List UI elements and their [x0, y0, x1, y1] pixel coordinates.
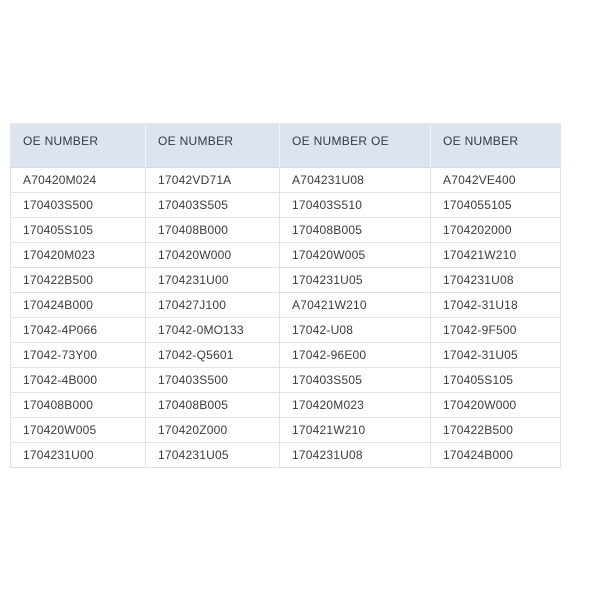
- oe-number-cell: 170405S105: [431, 368, 561, 393]
- oe-number-cell: 170403S505: [146, 193, 280, 218]
- oe-number-cell: 170422B500: [11, 268, 146, 293]
- oe-number-cell: 17042VD71A: [146, 168, 280, 193]
- oe-number-cell: 17042-Q5601: [146, 343, 280, 368]
- oe-number-cell: 17042-0MO133: [146, 318, 280, 343]
- table-row: [11, 343, 561, 368]
- table-row: [11, 418, 561, 443]
- oe-number-cell: 170403S500: [146, 368, 280, 393]
- oe-number-cell: 170424B000: [11, 293, 146, 318]
- table-row: [11, 393, 561, 418]
- table-body: [11, 168, 561, 468]
- table-row: [11, 318, 561, 343]
- oe-number-cell: 1704231U05: [280, 268, 431, 293]
- table-row: [11, 243, 561, 268]
- oe-number-cell: 170420M023: [11, 243, 146, 268]
- oe-number-cell: 170408B005: [280, 218, 431, 243]
- oe-number-cell: 170421W210: [280, 418, 431, 443]
- table-row: [11, 443, 561, 468]
- oe-number-cell: 1704202000: [431, 218, 561, 243]
- table-row: [11, 293, 561, 318]
- column-header-oe-number-4: OE NUMBER: [431, 124, 561, 168]
- oe-number-cell: A704231U08: [280, 168, 431, 193]
- oe-number-cell: 1704231U00: [11, 443, 146, 468]
- oe-number-cell: 170403S505: [280, 368, 431, 393]
- oe-number-cell: 170420Z000: [146, 418, 280, 443]
- oe-number-cell: 17042-31U18: [431, 293, 561, 318]
- oe-number-cell: 170408B000: [11, 393, 146, 418]
- oe-number-cell: 17042-96E00: [280, 343, 431, 368]
- oe-number-cell: 170405S105: [11, 218, 146, 243]
- oe-number-cell: 1704231U00: [146, 268, 280, 293]
- oe-number-cell: 170427J100: [146, 293, 280, 318]
- oe-number-cell: 1704055105: [431, 193, 561, 218]
- table-row: [11, 368, 561, 393]
- oe-number-cell: 170421W210: [431, 243, 561, 268]
- oe-number-cell: A7042VE400: [431, 168, 561, 193]
- oe-number-cell: 17042-73Y00: [11, 343, 146, 368]
- oe-number-cell: 170424B000: [431, 443, 561, 468]
- table-row: [11, 268, 561, 293]
- oe-number-cell: 17042-4B000: [11, 368, 146, 393]
- column-header-oe-number-1: OE NUMBER: [11, 124, 146, 168]
- oe-number-cell: 170420W005: [280, 243, 431, 268]
- oe-number-cell: 170422B500: [431, 418, 561, 443]
- table-header-row: [11, 124, 561, 168]
- oe-number-cell: 170403S510: [280, 193, 431, 218]
- oe-number-cell: 1704231U05: [146, 443, 280, 468]
- oe-number-cell: 17042-4P066: [11, 318, 146, 343]
- oe-number-cell: 1704231U08: [280, 443, 431, 468]
- oe-number-cell: 170420M023: [280, 393, 431, 418]
- oe-number-cell: 170420W005: [11, 418, 146, 443]
- oe-number-cell: 170408B000: [146, 218, 280, 243]
- oe-number-cell: A70421W210: [280, 293, 431, 318]
- column-header-oe-number-oe: OE NUMBER OE: [280, 124, 431, 168]
- oe-number-cell: 170403S500: [11, 193, 146, 218]
- oe-number-cell: 17042-9F500: [431, 318, 561, 343]
- oe-number-cell: 17042-31U05: [431, 343, 561, 368]
- oe-number-cell: 170420W000: [431, 393, 561, 418]
- table-row: [11, 218, 561, 243]
- table-row: [11, 168, 561, 193]
- oe-number-table: [10, 123, 561, 468]
- table-row: [11, 193, 561, 218]
- oe-number-cell: 1704231U08: [431, 268, 561, 293]
- oe-number-cell: 170420W000: [146, 243, 280, 268]
- oe-number-cell: 17042-U08: [280, 318, 431, 343]
- oe-number-cell: 170408B005: [146, 393, 280, 418]
- oe-number-cell: A70420M024: [11, 168, 146, 193]
- column-header-oe-number-2: OE NUMBER: [146, 124, 280, 168]
- oe-number-table-container: [10, 123, 560, 468]
